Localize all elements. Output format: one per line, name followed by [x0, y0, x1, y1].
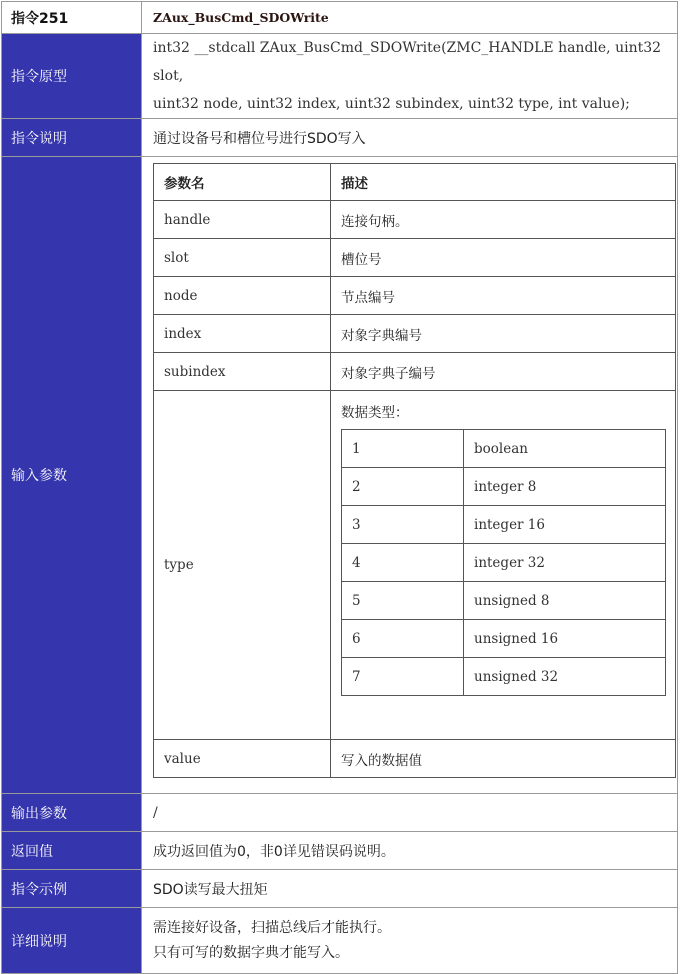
- returns-row: [2, 832, 678, 870]
- param-name: value: [154, 740, 331, 778]
- input-label: 输入参数: [2, 157, 142, 794]
- output-value: /: [142, 794, 678, 832]
- param-row-subindex: [154, 353, 676, 391]
- param-desc: 对象字典编号: [331, 315, 676, 353]
- param-desc: 写入的数据值: [331, 740, 676, 778]
- output-label: 输出参数: [2, 794, 142, 832]
- command-name: ZAux_BusCmd_SDOWrite: [142, 2, 678, 34]
- param-name: node: [154, 277, 331, 315]
- param-row-value: [154, 740, 676, 778]
- params-col-name: 参数名: [154, 164, 331, 201]
- param-row-slot: [154, 239, 676, 277]
- types-table: [341, 429, 666, 696]
- type-row: [342, 430, 666, 468]
- output-row: [2, 794, 678, 832]
- type-code: 3: [342, 506, 464, 544]
- input-row: [2, 157, 678, 794]
- input-value: [142, 157, 678, 794]
- type-row: [342, 620, 666, 658]
- description-row: [2, 119, 678, 157]
- param-row-index: [154, 315, 676, 353]
- command-table: [1, 1, 678, 974]
- type-row: [342, 582, 666, 620]
- params-col-desc: 描述: [331, 164, 676, 201]
- type-code: 7: [342, 658, 464, 696]
- details-line-1: 需连接好设备，扫描总线后才能执行。: [153, 919, 391, 936]
- type-name: unsigned 16: [464, 620, 666, 658]
- details-line-2: 只有可写的数据字典才能写入。: [153, 944, 349, 961]
- prototype-line-1: int32 __stdcall ZAux_BusCmd_SDOWrite(ZMC_HANDLE handle, uint32 slot,: [153, 40, 662, 84]
- param-name: handle: [154, 201, 331, 239]
- command-doc: [1, 1, 678, 974]
- param-desc: 对象字典子编号: [331, 353, 676, 391]
- type-name: integer 32: [464, 544, 666, 582]
- params-table: [153, 163, 676, 778]
- param-desc: [331, 391, 676, 740]
- param-desc: 槽位号: [331, 239, 676, 277]
- description-value: 通过设备号和槽位号进行SDO写入: [142, 119, 678, 157]
- type-name: boolean: [464, 430, 666, 468]
- type-row: [342, 468, 666, 506]
- param-name: subindex: [154, 353, 331, 391]
- returns-label: 返回值: [2, 832, 142, 870]
- type-row: [342, 506, 666, 544]
- prototype-row: [2, 34, 678, 119]
- returns-value: 成功返回值为0，非0详见错误码说明。: [142, 832, 678, 870]
- type-row: [342, 544, 666, 582]
- type-desc-label: 数据类型：: [341, 405, 409, 421]
- param-name: slot: [154, 239, 331, 277]
- type-name: integer 8: [464, 468, 666, 506]
- prototype-line-2: uint32 node, uint32 index, uint32 subindex, uint32 type, int value);: [153, 96, 630, 112]
- type-name: unsigned 8: [464, 582, 666, 620]
- prototype-label: 指令原型: [2, 34, 142, 119]
- params-header-row: [154, 164, 676, 201]
- header-row: [2, 2, 678, 34]
- type-code: 1: [342, 430, 464, 468]
- type-name: integer 16: [464, 506, 666, 544]
- details-value: [142, 908, 678, 974]
- param-row-node: [154, 277, 676, 315]
- example-label: 指令示例: [2, 870, 142, 908]
- command-number: 指令251: [2, 2, 142, 34]
- type-name: unsigned 32: [464, 658, 666, 696]
- param-row-type: [154, 391, 676, 740]
- param-name: type: [154, 391, 331, 740]
- type-code: 4: [342, 544, 464, 582]
- details-label: 详细说明: [2, 908, 142, 974]
- type-code: 6: [342, 620, 464, 658]
- type-code: 5: [342, 582, 464, 620]
- param-desc: 节点编号: [331, 277, 676, 315]
- param-row-handle: [154, 201, 676, 239]
- details-row: [2, 908, 678, 974]
- param-name: index: [154, 315, 331, 353]
- type-row: [342, 658, 666, 696]
- example-row: [2, 870, 678, 908]
- prototype-value: [142, 34, 678, 119]
- param-desc: 连接句柄。: [331, 201, 676, 239]
- example-value: SDO读写最大扭矩: [142, 870, 678, 908]
- description-label: 指令说明: [2, 119, 142, 157]
- type-code: 2: [342, 468, 464, 506]
